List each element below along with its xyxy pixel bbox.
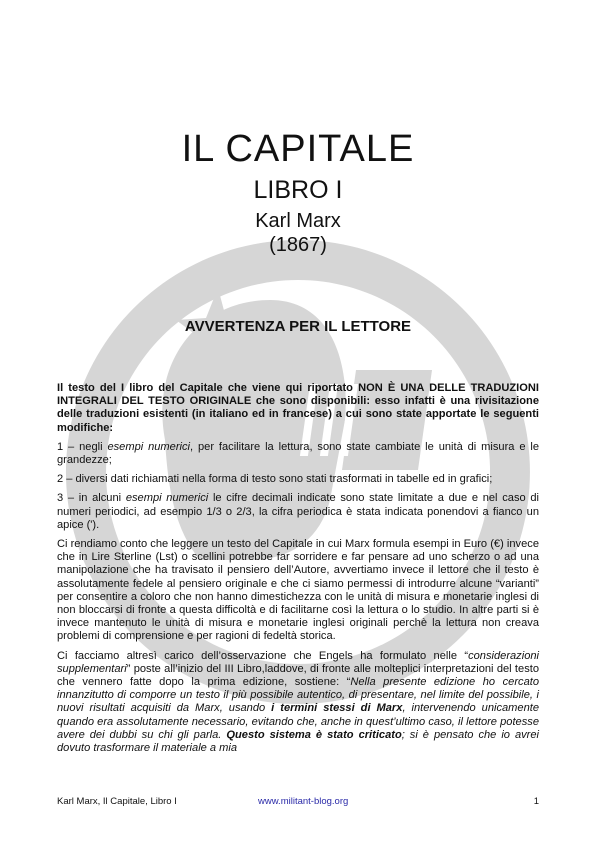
intro-text-1: Il testo del I libro del Capitale che viene qui riportato	[57, 382, 359, 394]
engels-b: considerazioni supplementari	[57, 649, 539, 675]
engels-a: Ci facciamo altresì carico dell’osservazione che Engels ha formulato nelle “	[57, 649, 469, 662]
page-title: IL CAPITALE	[181, 128, 415, 170]
intro-text-2: che sono disponibili: esso infatti è una rivisitazione delle traduzioni esistenti (in italiano ed in francese) a cui sono state apportate le seguenti modifiche:	[57, 395, 539, 434]
footer-link[interactable]: www.militant-blog.org	[258, 796, 349, 807]
euro-paragraph: Ci rendiamo conto che leggere un testo del Capitale in cui Marx formula esempi in Euro (€) invece che in Lire Sterline (Lst) o scellini potrebbe far sorridere e far pensare ad uno scherzo o ad una manipolazione che ha travisato il pensiero dell’Autore, avvertiamo invece il lettore che il testo è assolutamente fedele al pensiero originale e che ci siamo permessi di introdurre alcune “varianti” per consentire a coloro che non hanno dimestichezza con le unità di misura e monetarie inglesi di non bloccarsi di fronte a questa difficoltà e di facilitarne così la lettura o lo studio. In altre parti si è invece mantenuto le unità di misura e monetarie inglesi originali perchè la lettura non creava problemi di comprensione e per ragioni di fedeltà storica.	[57, 538, 539, 643]
publication-year: (1867)	[269, 234, 327, 256]
section-heading: AVVERTENZA PER IL LETTORE	[184, 318, 412, 335]
intro-paragraph	[57, 382, 539, 435]
item-3-emphasis: esempi numerici	[125, 492, 209, 505]
list-item	[57, 441, 539, 467]
item-1-prefix: 1 – negli	[57, 440, 108, 453]
engels-d: Nella presente edizione ho cercato innanzitutto di comporre un testo il più possibile autentico, di presentare, nel limite del possibile, i nuovi risultati acquisiti da Marx, usando	[57, 676, 539, 715]
item-1-text: , per facilitare la lettura, sono state cambiate le unità di misura e le grandezze;	[57, 440, 540, 467]
document-body	[57, 382, 539, 761]
engels-c: ” poste all’inizio del III Libro,laddove, di fronte alle molteplici interpretazioni del testo che vennero fatte dopo la prima edizione, sostiene: “	[57, 662, 539, 689]
item-3-text: le cifre decimali indicate sono state limitate a due e nel caso di numeri periodici, ad esempio 1/3 o 2/3, la cifra periodica è stata indicata ponendovi a fianco un apice (').	[57, 492, 540, 531]
list-item	[57, 492, 539, 532]
engels-paragraph	[57, 650, 539, 756]
item-1-emphasis: esempi numerici	[107, 440, 191, 453]
footer-source: Karl Marx, Il Capitale, Libro I	[57, 796, 177, 807]
author-name: Karl Marx	[255, 210, 341, 232]
item-3-prefix: 3 – in alcuni	[57, 492, 126, 505]
engels-g: Questo sistema è stato criticato	[226, 728, 402, 741]
intro-emphasis: NON È UNA DELLE TRADUZIONI INTEGRALI DEL TESTO ORIGINALE	[57, 382, 539, 408]
list-item: 2 – diversi dati richiamati nella forma di testo sono stati trasformati in tabelle ed in grafici;	[57, 473, 493, 486]
engels-h: ; si è pensato che io avrei dovuto trasformare il materiale a mia	[57, 728, 539, 755]
book-label: LIBRO I	[253, 176, 343, 204]
engels-f: , intervenendo unicamente quando era assolutamente necessario, evitando che, anche in quest’ultimo caso, il lettore potesse avere dei dubbi su chi gli parla.	[57, 702, 540, 741]
page-number: 1	[533, 796, 539, 807]
engels-e: i termini stessi di Marx	[271, 702, 403, 715]
